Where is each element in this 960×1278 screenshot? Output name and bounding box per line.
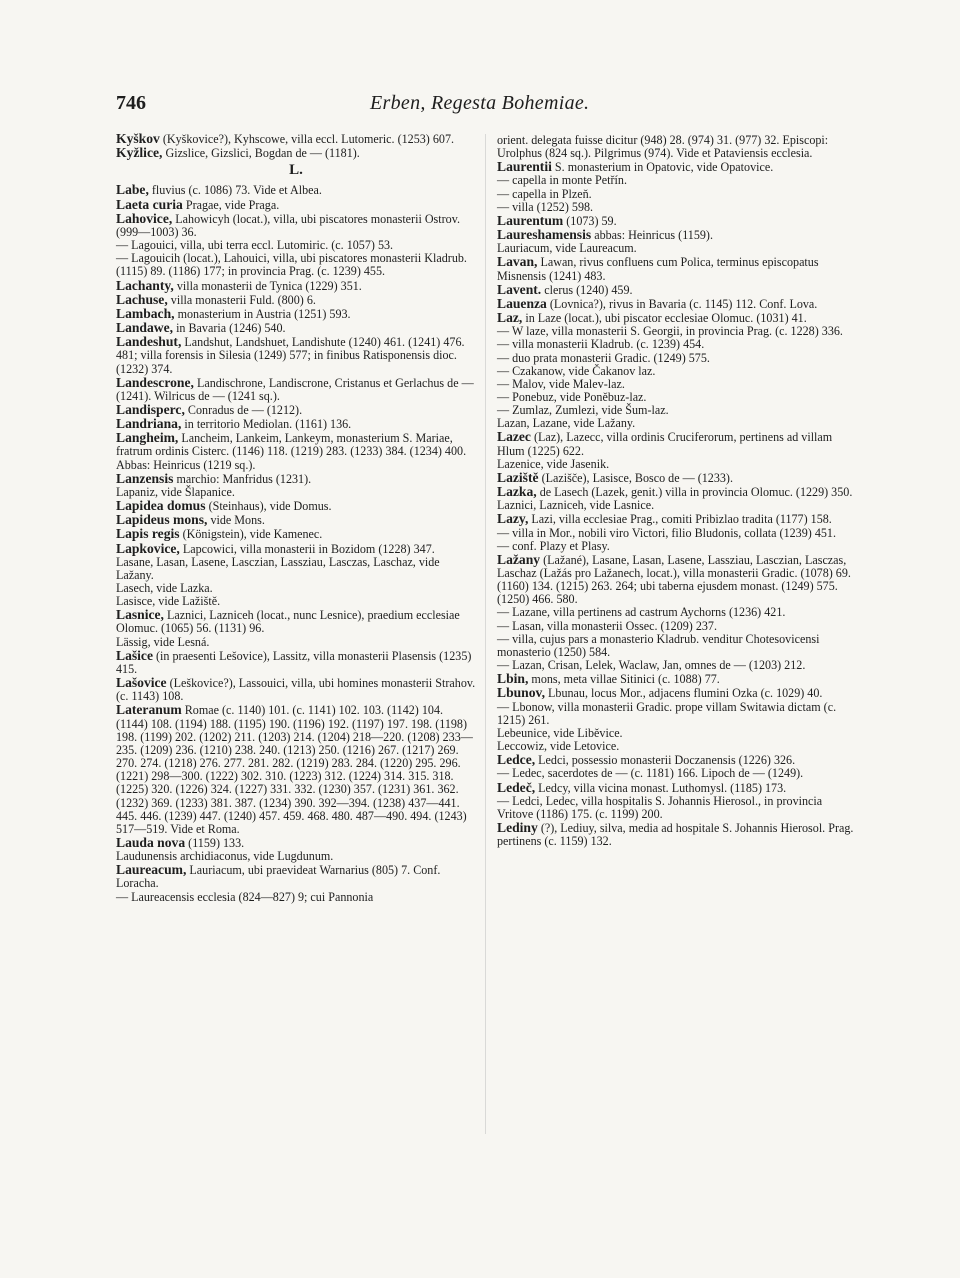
entry-headword: Laz, [497,310,523,326]
index-entry [497,499,859,512]
entry-text: S. monasterium in Opatovic, vide Opatovice. [554,160,774,175]
entry-headword: Lažany [497,551,541,567]
entry-text: Laznici, Lazniceh (locat., nunc Lesnice), praedium ecclesiae Olomuc. (1065) 56. (1131) 96. [116,608,460,636]
entry-text: villa monasterii Fuld. (800) 6. [170,292,316,307]
entry-text: — Lazan, Crisan, Lelek, Waclaw, Jan, omnes de — (1203) 212. [497,658,806,673]
entry-text: villa monasterii de Tynica (1229) 351. [176,278,362,293]
index-entry [116,307,476,321]
entry-text: (Kyškovice?), Kyhscowe, villa eccl. Lutomeric. (1253) 607. [162,132,455,146]
page-number: 746 [116,92,146,114]
index-entry [116,649,476,676]
entry-headword: Lasnice, [116,607,164,623]
entry-text: monasterium in Austria (1251) 593. [177,306,351,321]
entry-text: Gizslice, Gizslici, Bogdan de — (1181). [165,146,360,161]
entry-text: mons, meta villae Sitinici (c. 1088) 77. [531,672,720,687]
index-entry [497,781,859,795]
entry-text: (Lažané), Lasane, Lasan, Lasene, Lassziau, Lasczian, Lasczas, Laschaz (Lažás pro Lažanech, locat.), villa monasterii Gradic. (1078) 69. (1160) 134. (1215) 263. 264; ubi taberna ejusdem monast. (1249) 575. (1250) 466. 580. [497,552,851,607]
index-entry [497,740,859,753]
entry-text: Laznici, Lazniceh, vide Lasnice. [497,498,655,513]
entry-text: Lahowicyh (locat.), villa, ubi piscatores monasterii Ostrov. (999—1003) 36. [116,211,460,239]
entry-text: Lapcowici, villa monasterii in Bozidom (1228) 347. [182,541,435,556]
entry-text: — villa in Mor., nobili viro Victori, filio Bludonis, collata (1239) 451. [497,525,836,540]
entry-headword: Laziště [497,469,539,485]
entry-text: Landischrone, Landiscrone, Cristanus et Gerlachus de — (1241). Wilricus de — (1241 sq.). [116,375,474,403]
index-entry [497,160,859,174]
entry-headword: Lachanty, [116,277,174,293]
entry-text: — villa (1252) 598. [497,199,594,214]
entry-headword: Lašice [116,647,153,663]
entry-text: — Lasan, villa monasterii Ossec. (1209) 237. [497,618,717,633]
entry-text: — Ponebuz, vide Poněbuz-laz. [497,389,647,404]
entry-headword: Landriana, [116,416,182,432]
index-entry [116,279,476,293]
entry-text: Lebeunice, vide Liběvice. [497,725,623,740]
entry-headword: Landawe, [116,320,174,336]
index-entry [116,431,476,471]
entry-text: — Laureacensis ecclesia (824—827) 9; cui Pannonia [116,889,374,904]
index-entry [497,311,859,325]
entry-headword: Laureshamensis [497,227,592,243]
entry-headword: Laeta curia [116,196,183,212]
entry-headword: Lapkovice, [116,540,180,556]
entry-text: orient. delegata fuisse dicitur (948) 28. (974) 31. (977) 32. Episcopi: Urolphus (824 sq.). Pilgrimus (974). Vide et Pataviensis ecclesia. [497,133,829,161]
entry-headword: Lauda nova [116,834,186,850]
index-entry [497,553,859,607]
right-column [497,134,859,848]
index-entry [116,703,476,836]
column-divider [485,134,486,1134]
index-entry [116,836,476,850]
entry-text: (Laz), Lazecc, villa ordinis Cruciferorum, pertinens ad villam Hlum (1225) 622. [497,430,833,458]
index-entry [497,297,859,311]
index-entry [116,513,476,527]
entry-headword: Lanzensis [116,470,174,486]
entry-text: — capella in monte Petřín. [497,173,627,188]
index-entry [497,633,859,659]
entry-headword: Lazka, [497,484,537,500]
entry-headword: Lediny [497,819,538,835]
index-entry [116,608,476,635]
entry-text: Lbunau, locus Mor., adjacens flumini Ozka (c. 1029) 40. [548,686,823,701]
index-entry [116,542,476,556]
entry-text: (Lazišče), Lasisce, Bosco de — (1233). [541,470,733,485]
entry-text: Ledcy, villa vicina monast. Luthomysl. (1185) 173. [538,780,787,795]
index-entry [497,458,859,471]
index-entry [116,595,476,608]
entry-text: Lauriacum, ubi praevideat Warnarius (805) 7. Conf. Loracha. [116,863,441,891]
entry-headword: Lašovice [116,675,167,691]
index-entry [116,376,476,403]
entry-text: Lawan, rivus confluens cum Polica, terminus episcopatus Misnensis (1241) 483. [497,255,819,283]
letter-heading: L. [289,162,303,179]
index-entry [497,795,859,821]
index-entry [497,485,859,499]
entry-headword: Kyžlice, [116,145,163,161]
index-entry [497,672,859,686]
index-entry [116,321,476,335]
index-entry [116,252,476,278]
entry-text: (Königstein), vide Kamenec. [182,527,323,542]
entry-text: Lauriacum, vide Laureacum. [497,241,637,256]
entry-text: (1073) 59. [566,213,617,228]
entry-headword: Landeshut, [116,334,182,350]
entry-headword: Lavan, [497,254,538,270]
entry-text: Lazan, Lazane, vide Lažany. [497,416,636,431]
entry-text: Romae (c. 1140) 101. (c. 1141) 102. 103. (1142) 104. (1144) 108. (1194) 188. (1195) 190. (1196) 192. (1197) 197. 198. (1198) 198. (1199) 202. (1202) 211. (1203) 214. (1204) 218—220. (1208) 233—235. (1209) 236. (1210) 238. 240. (1213) 250. (1216) 267. (1217) 269. 270. 274. (1218) 276. 277. 281. 282. (1219) 283. 284. (1220) 295. 296. (1221) 298—300. (1222) 302. 310. (1223) 312. (1224) 314. 315. 318. (1225) 320. (1226) 324. (1227) 331. 332. (1230) 357. (1231) 361. 362. (1232) 369. (1233) 381. 387. (1234) 390. 392—394. (1238) 437—441. 445. 446. (1239) 447. (1240) 457. 459. 468. 480. 487—490. 494. (1243) 517—519. Vide et Roma. [116,703,473,836]
index-entry [497,255,859,282]
index-entry [116,472,476,486]
entry-text: Conradus de — (1212). [187,402,303,417]
entry-headword: Lachuse, [116,291,168,307]
entry-headword: Lahovice, [116,210,173,226]
index-entry [116,198,476,212]
entry-text: Pragae, vide Praga. [185,197,280,212]
entry-text: Lancheim, Lankeim, Lankeym, monasterium S. Mariae, fratrum ordinis Cisterc. (1146) 118. (1219) 283. (1233) 384. (1234) 400. Abbas: Heinricus (1219 sq.). [116,431,467,472]
entry-headword: Labe, [116,182,149,198]
entry-text: Lapaniz, vide Šlapanice. [116,484,235,499]
entry-text: Landshut, Landshuet, Landishute (1240) 461. (1241) 476. 481; villa forensis in Silesia (1249) 577; in finibus Ratisponensis dioc. (1232) 374. [116,335,465,376]
entry-text: — Malov, vide Malev-laz. [497,376,625,391]
index-entry [497,417,859,430]
entry-text: — Ledec, sacerdotes de — (c. 1181) 166. Lipoch de — (1249). [497,766,804,781]
entry-text: — Lazane, villa pertinens ad castrum Aychorns (1236) 421. [497,605,786,620]
index-entry [116,863,476,890]
entry-text: Lazenice, vide Jasenik. [497,456,610,471]
entry-headword: Lauenza [497,295,547,311]
index-entry [497,659,859,672]
entry-text: — capella in Plzeň. [497,186,592,201]
entry-text: Laudunensis archidiaconus, vide Lugdunum. [116,849,334,864]
entry-headword: Laurentii [497,159,552,175]
entry-text: — villa monasterii Kladrub. (c. 1239) 454. [497,337,705,352]
entry-text: in territorio Mediolan. (1161) 136. [184,417,352,432]
entry-text: Lasech, vide Lazka. [116,581,213,595]
entry-headword: Ledeč, [497,779,536,795]
index-entry [497,214,859,228]
entry-headword: Landisperc, [116,401,185,417]
entry-text: Lasisce, vide Lažiště. [116,594,221,609]
entry-headword: Langheim, [116,430,179,446]
entry-text: (Steinhaus), vide Domus. [208,499,332,514]
index-entry [497,471,859,485]
index-entry [116,293,476,307]
entry-text: — Ledci, Ledec, villa hospitalis S. Johannis Hierosol., in provincia Vritove (1186) 175. (c. 1199) 200. [497,793,823,821]
entry-headword: Lbin, [497,671,529,687]
entry-text: in Bavaria (1246) 540. [176,321,286,336]
index-entry [116,335,476,375]
left-column [116,132,476,904]
index-entry [116,676,476,703]
index-entry [116,146,476,160]
entry-headword: Lavent. [497,281,542,297]
index-entry [116,132,476,146]
entry-headword: Landescrone, [116,374,194,390]
entry-headword: Laurentum [497,212,564,228]
index-entry [116,891,476,904]
entry-headword: Kyškov [116,131,160,146]
entry-text: — duo prata monasterii Gradic. (1249) 575. [497,350,710,365]
index-entry [116,403,476,417]
entry-headword: Lapis regis [116,526,180,542]
entry-text: in Laze (locat.), ubi piscator ecclesiae Olomuc. (1031) 41. [525,311,807,326]
entry-text: clerus (1240) 459. [544,282,633,297]
entry-text: — Lagouici, villa, ubi terra eccl. Lutomiric. (c. 1057) 53. [116,238,394,253]
entry-text: (Lovnica?), rivus in Bavaria (c. 1145) 112. Conf. Lova. [549,296,818,311]
index-entry [497,686,859,700]
index-entry [497,753,859,767]
entry-text: — Lbonow, villa monasterii Gradic. prope villam Switawia dictam (c. 1215) 261. [497,699,837,727]
running-head: Erben, Regesta Bohemiae. [370,92,590,114]
index-entry [497,512,859,526]
entry-text: — Zumlaz, Zumlezi, vide Šum-laz. [497,403,669,418]
entry-text: de Lasech (Lazek, genit.) villa in provincia Olomuc. (1229) 350. [539,485,853,500]
index-entry [497,242,859,255]
entry-text: — Czakanow, vide Čakanov laz. [497,363,656,378]
entry-text: Lässig, vide Lesná. [116,634,210,649]
index-entry [497,767,859,780]
entry-text: Ledci, possessio monasterii Doczanensis (1226) 326. [538,753,796,768]
index-entry [497,134,859,160]
index-entry [497,821,859,848]
entry-headword: Lateranum [116,702,182,718]
entry-headword: Lazec [497,429,531,445]
entry-text: fluvius (c. 1086) 73. Vide et Albea. [151,183,322,198]
entry-text: Lasane, Lasan, Lasene, Lasczian, Lassziau, Lasczas, Laschaz, vide Lažany. [116,554,440,582]
entry-text: vide Mons. [210,513,265,528]
entry-text: — villa, cujus pars a monasterio Kladrub. venditur Chotesovicensi monasterio (1250) 584. [497,631,820,659]
index-entry [497,540,859,553]
entry-text: — W laze, villa monasterii S. Georgii, in provincia Prag. (c. 1228) 336. [497,324,843,339]
entry-headword: Lbunov, [497,685,545,701]
entry-text: (in praesenti Lešovice), Lassitz, villa monasterii Plasensis (1235) 415. [116,648,472,676]
entry-headword: Ledce, [497,752,536,768]
entry-text: (?), Lediuy, silva, media ad hospitale S. Johannis Hierosol. Prag. pertinens (c. 1159) 132. [497,820,854,849]
entry-text: abbas: Heinricus (1159). [594,228,713,243]
index-entry [116,417,476,431]
index-entry [497,701,859,727]
entry-headword: Lazy, [497,511,529,527]
index-entry [116,212,476,239]
entry-text: (1159) 133. [188,835,245,850]
index-entry [116,183,476,197]
entry-headword: Lambach, [116,305,175,321]
entry-text: Leccowiz, vide Letovice. [497,739,620,754]
entry-text: Lazi, villa ecclesiae Prag., comiti Pribizlao tradita (1177) 158. [531,512,832,527]
entry-text: — Lagouicih (locat.), Lahouici, villa, ubi piscatores monasterii Kladrub. (1115) 89. (1186) 177; in provincia Prag. (c. 1239) 455. [116,251,467,279]
index-entry [497,228,859,242]
entry-headword: Lapidea domus [116,498,206,514]
entry-text: — conf. Plazy et Plasy. [497,538,610,553]
index-entry [497,283,859,297]
index-entry [116,636,476,649]
index-entry [116,499,476,513]
index-entry [116,556,476,582]
entry-text: (Leškovice?), Lassouici, villa, ubi homines monasterii Strahov. (c. 1143) 108. [116,676,476,704]
entry-headword: Laureacum, [116,862,187,878]
index-entry [116,527,476,541]
entry-text: marchio: Manfridus (1231). [176,471,312,486]
index-entry [497,430,859,457]
entry-headword: Lapideus mons, [116,512,208,528]
